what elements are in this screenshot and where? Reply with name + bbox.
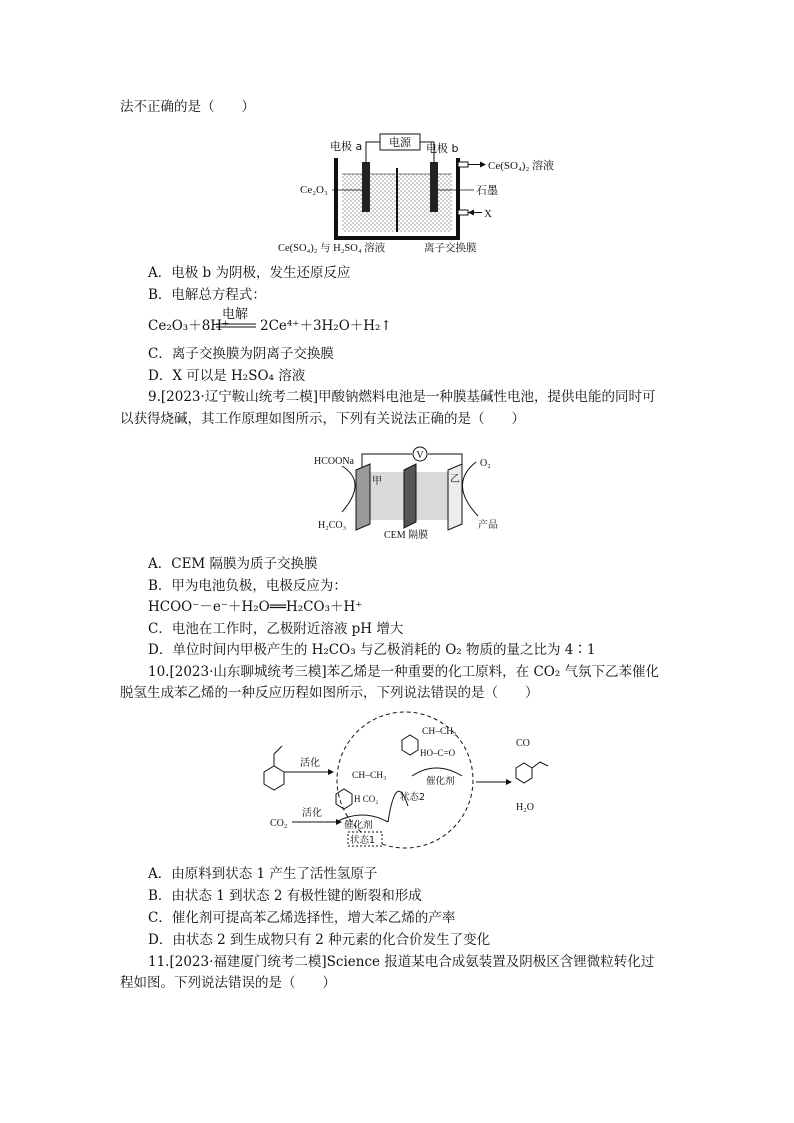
svg-text:催化剂: 催化剂 [344,820,373,831]
electrolysis-cell-diagram [270,128,600,256]
q9-stem-line1: 9.[2023·辽宁鞍山统考二模]甲酸钠燃料电池是一种膜基碱性电池，提供电能的同时可 [148,389,656,405]
graphite-label: 石墨 [476,184,498,197]
question-stem-tail: 法不正确的是（ ） [120,99,255,115]
cem-label: CEM 隔膜 [384,530,429,541]
solution-label: Ce(SO₄)₂ 与 H₂SO₄ 溶液 [278,243,386,254]
power-label: 电源 [389,136,411,149]
q9-option-c: C．电池在工作时，乙极附近溶液 pH 增大 [148,621,404,637]
co2-input-label: CO₂ [270,818,288,829]
fuel-cell-diagram [312,442,512,542]
activate-label-1: 活化 [300,758,320,769]
h2o-product: H₂O [516,802,534,813]
q9-stem-line2: 以获得烧碱，其工作原理如图所示，下列有关说法正确的是（ ） [120,411,525,427]
q8-equation-right: 2Ce⁴⁺＋3H₂O＋H₂↑ [260,318,392,334]
yi-label: 乙 [450,474,460,485]
h2co3-label: H₂CO₃ [318,520,347,531]
electrode-b [430,162,438,212]
svg-text:CH–CH₃: CH–CH₃ [422,727,457,737]
q9-option-b-equation: HCOO⁻－e⁻＋H₂O══H₂CO₃＋H⁺ [148,599,363,615]
state2-label: 状态2 [400,792,426,803]
hcoona-label: HCOONa [314,456,354,467]
product-label: 产品 [478,520,498,531]
q9-option-a: A．CEM 隔膜为质子交换膜 [148,556,318,572]
ce2o3-label: Ce₂O₃ [300,184,328,196]
reaction-mechanism-diagram [240,710,570,852]
q8-option-a: A．电极 b 为阴极，发生还原反应 [148,265,351,281]
q8-equation-condition: 电解 [222,307,249,322]
q10-stem-line2: 脱氢生成苯乙烯的一种反应历程如图所示，下列说法错误的是（ ） [120,685,539,701]
electrode-b-label: 电极 b [426,142,459,155]
activate-label-2: 活化 [302,808,322,819]
svg-text:H CO₂: H CO₂ [354,794,379,804]
q10-option-d: D．由状态 2 到生成物只有 2 种元素的化合价发生了变化 [148,932,491,948]
ethylbenzene [264,766,284,790]
svg-text:HO–C=O: HO–C=O [420,748,456,758]
q8-option-c: C．离子交换膜为阴离子交换膜 [148,346,334,362]
q9-option-d: D．单位时间内甲极产生的 H₂CO₃ 与乙极消耗的 O₂ 物质的量之比为 4∶1 [148,642,596,658]
q10-option-c: C．催化剂可提高苯乙烯选择性，增大苯乙烯的产率 [148,910,456,926]
outlet-label: Ce(SO₄)₂ 溶液 [488,160,555,172]
svg-text:催化剂: 催化剂 [426,776,455,787]
electrode-a-label: 电极 a [330,140,363,153]
cem-membrane [404,464,416,528]
q11-stem-line1: 11.[2023·福建厦门统考二模]Science 报道某电合成氨装置及阴极区含锂微粒转化过 [148,954,655,970]
q8-option-b: B．电解总方程式： [148,287,266,303]
q8-equation-left: Ce₂O₃＋8H⁺ [148,318,230,334]
q10-stem-line1: 10.[2023·山东聊城统考三模]苯乙烯是一种重要的化工原料，在 CO₂ 气氛下乙苯催化 [148,664,660,680]
co-product: CO [516,738,530,749]
state1-label: 状态1 [350,835,376,846]
svg-text:CH–CH₃: CH–CH₃ [352,771,387,781]
equation-double-line [216,323,256,329]
svg-text:V: V [416,450,424,461]
o2-label: O₂ [480,458,491,469]
jia-electrode [356,464,370,530]
electrode-a [362,162,370,212]
q9-option-b: B．甲为电池负极，电极反应为： [148,578,347,594]
styrene [516,763,532,783]
jia-label: 甲 [372,476,382,487]
q11-stem-line2: 程如图。下列说法错误的是（ ） [120,975,336,991]
q10-option-b: B．由状态 1 到状态 2 有极性键的断裂和形成 [148,888,422,904]
q10-option-a: A．由原料到状态 1 产生了活性氢原子 [148,866,378,882]
membrane-label: 离子交换膜 [424,242,477,254]
q8-option-d: D．X 可以是 H₂SO₄ 溶液 [148,368,306,384]
x-inlet-label: X [484,208,492,220]
